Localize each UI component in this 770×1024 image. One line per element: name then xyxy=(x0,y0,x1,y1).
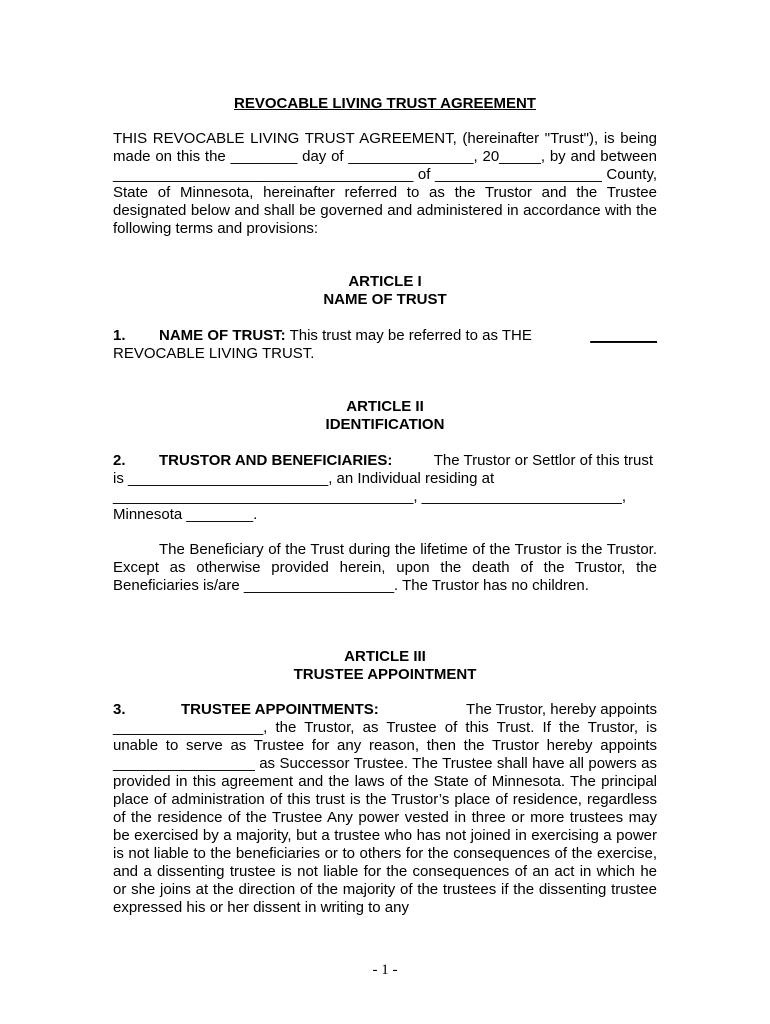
clause-number: 3. xyxy=(113,701,126,718)
page-number: - 1 - xyxy=(372,962,398,978)
clause-number: 2. xyxy=(113,452,126,469)
intro-paragraph: THIS REVOCABLE LIVING TRUST AGREEMENT, (hereinafter "Trust"), is being made on this the ________ day of _______________, 20_____, by and between ____________________________________ of ____________________ County, State of Minnesota, hereinafter referred to as the Trustor and the Trustee designated below and shall be governed and administered in accordance with the following terms and provisions: xyxy=(113,130,657,237)
clause-label: NAME OF TRUST: xyxy=(159,327,286,344)
article-3-heading: ARTICLE III xyxy=(344,648,426,665)
clause-label: TRUSTEE APPOINTMENTS: xyxy=(181,701,379,718)
clause-text-line2: REVOCABLE LIVING TRUST. xyxy=(113,345,315,362)
article-2-clause xyxy=(113,452,657,524)
article-1-subheading: NAME OF TRUST xyxy=(323,291,447,308)
clause-text: The Trustor, hereby appoints xyxy=(466,701,657,718)
clause-number: 1. xyxy=(113,327,126,344)
clause-text: The Trustor or Settlor of this trust xyxy=(433,452,653,469)
article-2-heading: ARTICLE II xyxy=(346,398,424,415)
clause-label: TRUSTOR AND BENEFICIARIES: xyxy=(159,452,393,469)
trust-name-blank: ________ xyxy=(590,327,657,344)
document-title xyxy=(113,95,657,113)
article-1-heading: ARTICLE I xyxy=(348,273,422,290)
article-1-clause xyxy=(113,327,657,363)
title-text: REVOCABLE LIVING TRUST AGREEMENT xyxy=(234,95,536,112)
article-3-subheading: TRUSTEE APPOINTMENT xyxy=(293,666,477,683)
article-2-subheading: IDENTIFICATION xyxy=(325,416,445,433)
article-3-clause xyxy=(113,701,657,719)
clause-line-3: ____________________________________, ________________________, xyxy=(113,488,627,505)
clause-line-2: is ________________________, an Individual residing at xyxy=(113,470,495,487)
trustee-paragraph: __________________, the Trustor, as Trustee of this Trust. If the Trustor, is unable to serve as Trustee for any reason, then the Trustor hereby appoints _________________ as Successor Trustee. The Trustee shall have all powers as provided in this agreement and the laws of the State of Minnesota. The principal place of administration of this trust is the Trustor’s place of residence, regardless of the residence of the Trustee Any power vested in three or more trustees may be exercised by a majority, but a trustee who has not joined in exercising a power is not liable to the beneficiaries or to others for the consequences of the exercise, and a dissenting trustee is not liable for the consequences of an act in which he or she joins at the direction of the majority of the trustees if the dissenting trustee expressed his or her dissent in writing to any xyxy=(113,719,657,916)
clause-text: This trust may be referred to as THE xyxy=(285,327,532,344)
beneficiary-paragraph: The Beneficiary of the Trust during the lifetime of the Trustor is the Trustor. Except as otherwise provided herein, upon the death of the Trustor, the Beneficiaries is/are __________________. The Trustor has no children. xyxy=(113,541,657,594)
clause-line-4: Minnesota ________. xyxy=(113,506,258,523)
